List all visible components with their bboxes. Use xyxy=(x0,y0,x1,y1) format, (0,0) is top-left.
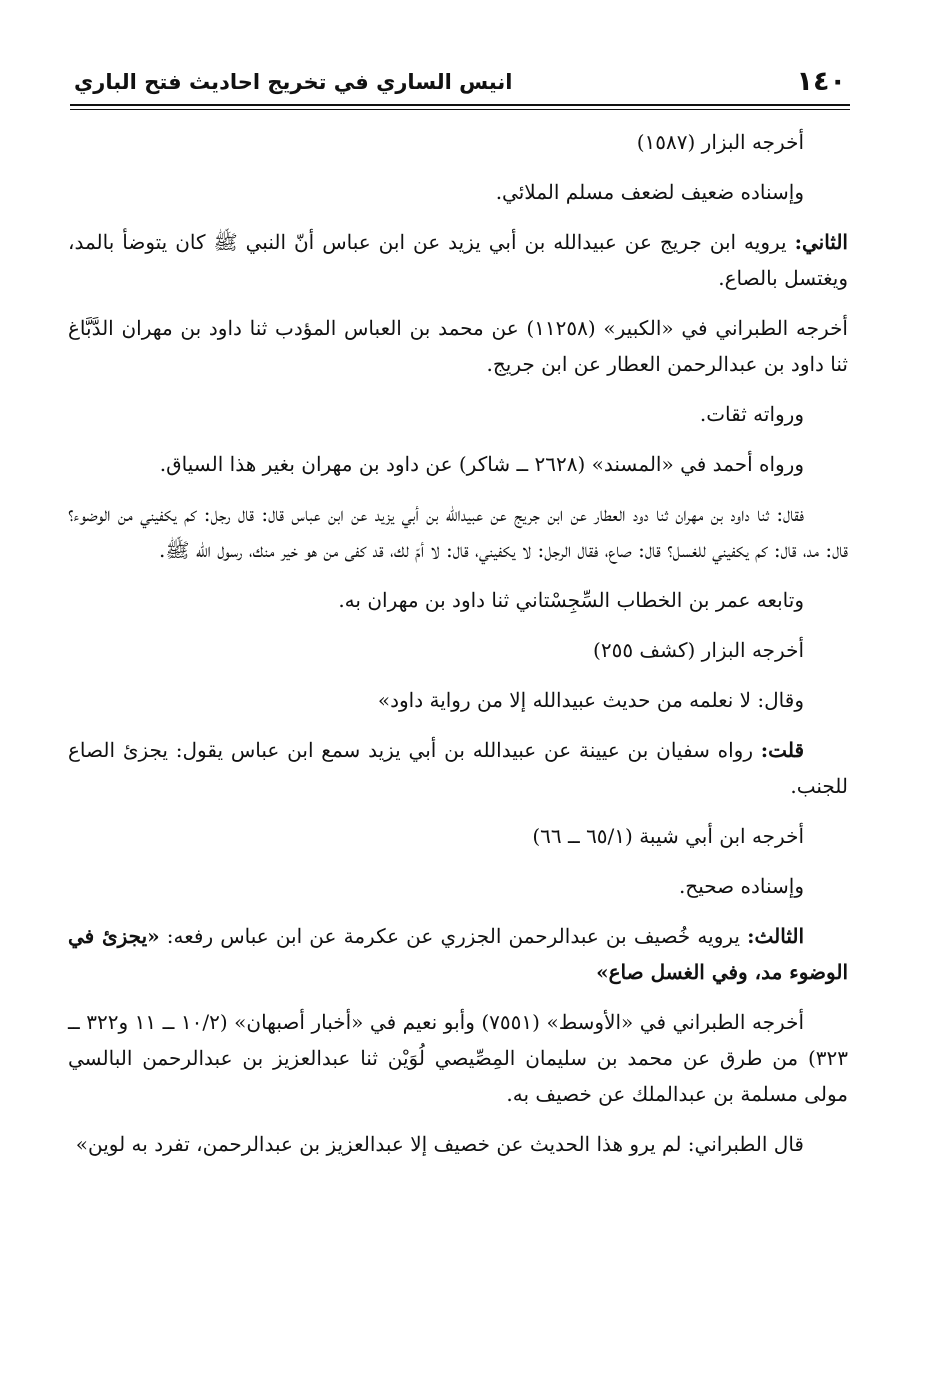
paragraph xyxy=(68,732,848,804)
header-rule xyxy=(70,104,850,110)
paragraph xyxy=(68,632,848,668)
paragraph xyxy=(68,582,848,618)
paragraph-text: ورواته ثقات. xyxy=(699,402,804,426)
paragraph xyxy=(68,1004,848,1112)
paragraph-text: رواه سفيان بن عيينة عن عبيدالله بن أبي يزيد سمع ابن عباس يقول: يجزئ الصاع للجنب. xyxy=(68,738,848,798)
paragraph-lead: الثاني: xyxy=(794,230,848,254)
paragraph-text: وإسناده صحيح. xyxy=(678,874,804,898)
paragraph-text: وتابعه عمر بن الخطاب السِّجِسْتاني ثنا داود بن مهران به. xyxy=(338,588,804,612)
paragraph xyxy=(68,310,848,382)
page-body xyxy=(68,124,848,1176)
paragraph-text: وإسناده ضعيف لضعف مسلم الملائي. xyxy=(495,180,804,204)
paragraph xyxy=(68,1126,848,1162)
paragraph-text: أخرجه ابن أبي شيبة (٦٥/١ ــ ٦٦) xyxy=(532,824,804,848)
paragraph-text: يرويه خُصيف بن عبدالرحمن الجزري عن عكرمة عن ابن عباس رفعه: xyxy=(159,924,748,948)
paragraph-text: وقال: لا نعلمه من حديث عبيدالله إلا من رواية داود» xyxy=(377,688,804,712)
paragraph xyxy=(68,446,848,482)
page-header xyxy=(70,60,850,100)
paragraph-text: قال الطبراني: لم يرو هذا الحديث عن خصيف إلا عبدالعزيز بن عبدالرحمن، تفرد به لوين» xyxy=(75,1132,804,1156)
paragraph-text: يرويه ابن جريج عن عبيدالله بن أبي يزيد عن ابن عباس أنّ النبي ﷺ كان يتوضأ بالمد، ويغتسل بالصاع. xyxy=(68,230,848,290)
paragraph-text: أخرجه الطبراني في «الكبير» (١١٢٥٨) عن محمد بن العباس المؤدب ثنا داود بن مهران الدَّبَّاغ ثنا داود بن عبدالرحمن العطار عن ابن جريج. xyxy=(68,316,848,376)
running-title: انيس الساري في تخريج احاديث فتح الباري xyxy=(74,70,513,94)
paragraph xyxy=(68,818,848,854)
paragraph xyxy=(68,496,848,568)
paragraph-text: فقال: ثنا داود بن مهران ثنا دود العطار عن ابن جريج عن عبيدالله بن أبي يزيد عن ابن عباس قال: قال رجل: كم يكفيني من الوضوء؟ قال: مد، قال: كم يكفيني للغسل؟ قال: صاع، فقال الرجل: لا يكفيني، قال: لا أمّ لك، قد كفى من هو خير منك، رسول الله ﷺ. xyxy=(68,502,848,562)
paragraph xyxy=(68,174,848,210)
paragraph xyxy=(68,682,848,718)
paragraph-lead: الثالث: xyxy=(747,924,805,948)
paragraph-text: ورواه أحمد في «المسند» (٢٦٢٨ ــ شاكر) عن داود بن مهران بغير هذا السياق. xyxy=(159,452,804,476)
paragraph xyxy=(68,868,848,904)
paragraph-text: أخرجه البزار (كشف ٢٥٥) xyxy=(593,638,804,662)
paragraph xyxy=(68,396,848,432)
hadith-quote: «يجزئ في الوضوء مد، وفي الغسل صاع» xyxy=(68,924,848,984)
paragraph xyxy=(68,224,848,296)
paragraph xyxy=(68,918,848,990)
paragraph xyxy=(68,124,848,160)
paragraph-text: أخرجه البزار (١٥٨٧) xyxy=(636,130,804,154)
paragraph-lead: قلت: xyxy=(760,738,804,762)
page-number: ١٤٠ xyxy=(796,66,846,97)
paragraph-text: أخرجه الطبراني في «الأوسط» (٧٥٥١) وأبو نعيم في «أخبار أصبهان» (١٠/٢ ــ ١١ و٣٢٢ ــ ٣٢٣) من طرق عن محمد بن سليمان المِصِّيصي لُوَيْن ثنا عبدالعزيز بن عبدالرحمن البالسي مولى مسلمة بن عبدالملك عن خصيف به. xyxy=(68,1010,848,1106)
